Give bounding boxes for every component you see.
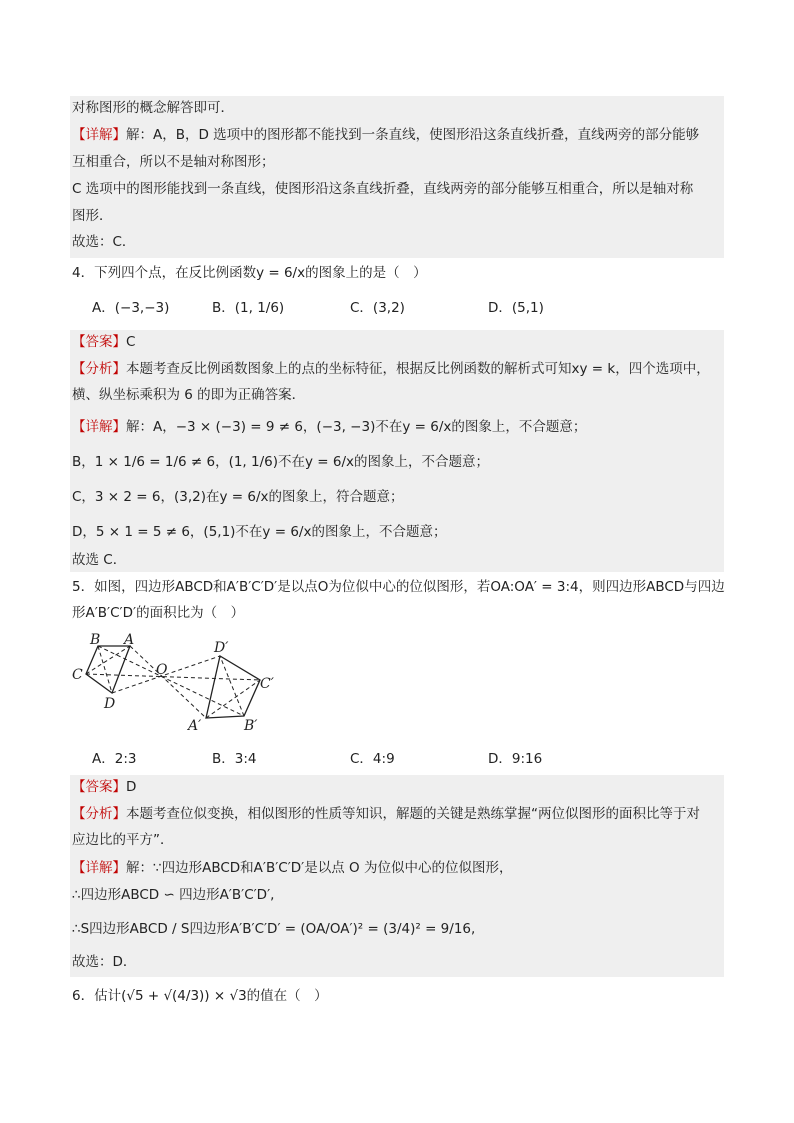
homothety-figure [66, 628, 286, 738]
q5-answer [72, 776, 136, 798]
label-b: B [90, 632, 101, 648]
q5-detail-line-1 [72, 857, 512, 879]
q5-final-answer: 故选：D． [72, 954, 137, 970]
q5-detail-line-2: ∴四边形ABCD ∽ 四边形A′B′C′D′, [72, 887, 275, 903]
q4-detail-line-1 [72, 416, 586, 438]
q4-answer [72, 331, 135, 353]
q5-analysis-text: 本题考查位似变换，相似图形的性质等知识，解题的关键是熟练掌握“两位似图形的面积比等于对 [126, 806, 700, 822]
q4-detail-text-1: 解：A，−3 × (−3) = 9 ≠ 6，(−3, −3)不在y = 6/x的图象上，不合题意； [126, 419, 587, 435]
q3-solution-background [70, 96, 724, 258]
q4-option-b: B．(1, 1/6) [212, 300, 285, 316]
q4-option-c: C．(3,2) [350, 300, 405, 316]
detail-tag: 【详解】 [72, 860, 126, 876]
q4-stem: 4．下列四个点，在反比例函数y = 6/x的图象上的是（ ） [72, 265, 427, 281]
label-d-prime: D′ [214, 640, 229, 656]
label-c-prime: C′ [260, 676, 274, 692]
q3-text-line-3: 互相重合，所以不是轴对称图形； [72, 154, 275, 170]
q3-detail-text: 解：A，B，D 选项中的图形都不能找到一条直线，使图形沿这条直线折叠，直线两旁的部分能够 [126, 127, 700, 143]
q4-analysis-line-1 [72, 358, 710, 380]
label-d: D [104, 696, 116, 712]
q5-analysis-line-1 [72, 803, 700, 825]
q5-detail-text-1: 解：∵四边形ABCD和A′B′C′D′是以点 O 为位似中心的位似图形， [126, 860, 513, 876]
q5-option-d: D．9:16 [488, 751, 543, 767]
q3-text-line-4: C 选项中的图形能找到一条直线，使图形沿这条直线折叠，直线两旁的部分能够互相重合，所以是轴对称 [72, 181, 694, 197]
q5-analysis-line-2: 应边比的平方”． [72, 832, 174, 848]
analysis-tag: 【分析】 [72, 361, 126, 377]
q5-option-b: B．3:4 [212, 751, 257, 767]
q4-final-answer: 故选 C． [72, 552, 127, 568]
q4-detail-line-2: B，1 × 1/6 = 1/6 ≠ 6，(1, 1/6)不在y = 6/x的图象上，不合题意； [72, 454, 490, 470]
quadrilateral-abcd-prime [206, 656, 260, 718]
q4-answer-value: C [126, 334, 136, 350]
q3-detail-line [72, 124, 699, 146]
q4-option-a: A．(−3,−3) [92, 300, 170, 316]
q4-analysis-line-2: 横、纵坐标乘积为 6 的即为正确答案． [72, 387, 306, 403]
q3-text-line-1: 对称图形的概念解答即可． [72, 100, 234, 116]
q5-stem-line-1: 5．如图，四边形ABCD和A′B′C′D′是以点O为位似中心的位似图形，若OA:OA′ = 3:4，则四边形ABCD与四边 [72, 579, 725, 595]
detail-tag: 【详解】 [72, 419, 126, 435]
q3-text-line-5: 图形． [72, 208, 113, 224]
q5-answer-value: D [126, 779, 137, 795]
q5-detail-line-3: ∴S四边形ABCD / S四边形A′B′C′D′ = (OA/OA′)² = (3/4)² = 9/16, [72, 921, 476, 937]
q3-final-answer: 故选：C． [72, 234, 136, 250]
answer-tag: 【答案】 [72, 779, 126, 795]
detail-tag: 【详解】 [72, 127, 126, 143]
q5-option-c: C．4:9 [350, 751, 395, 767]
label-b-prime: B′ [244, 718, 258, 734]
label-a: A [124, 632, 135, 648]
label-a-prime: A′ [188, 718, 202, 734]
q4-detail-line-3: C，3 × 2 = 6，(3,2)在y = 6/x的图象上，符合题意； [72, 489, 404, 505]
q4-analysis-text: 本题考查反比例函数图象上的点的坐标特征，根据反比例函数的解析式可知xy = k，四个选项中， [126, 361, 710, 377]
answer-tag: 【答案】 [72, 334, 126, 350]
label-c: C [72, 667, 83, 683]
q5-stem-line-2: 形A′B′C′D′的面积比为（ ） [72, 605, 245, 621]
analysis-tag: 【分析】 [72, 806, 126, 822]
label-o: O [156, 662, 168, 678]
q4-option-d: D．(5,1) [488, 300, 544, 316]
q6-stem: 6．估计(√5 + √(4/3)) × √3的值在（ ） [72, 988, 328, 1004]
q5-option-a: A．2:3 [92, 751, 137, 767]
q4-detail-line-4: D，5 × 1 = 5 ≠ 6，(5,1)不在y = 6/x的图象上，不合题意； [72, 524, 447, 540]
